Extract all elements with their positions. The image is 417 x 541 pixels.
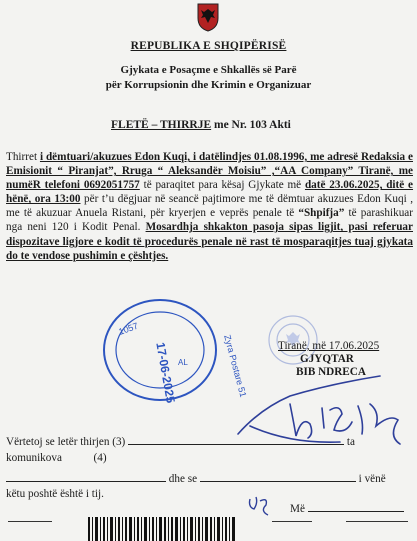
form-placed-label: i vënë <box>358 473 386 485</box>
stamp-text: Zyra Postare 51 <box>222 333 249 399</box>
bottom-line-right <box>346 521 408 522</box>
document-title <box>111 119 291 131</box>
body-intro: Thirret <box>6 151 40 163</box>
body-hearing-purpose: për t’u dëgjuar në seancë pajtimore me të dëmtuar akuzues Edon Kuqi , me të akuzuar Anuela Ristani, për kryerjen e veprës penale të <box>6 193 413 220</box>
bottom-line-mid <box>272 521 312 522</box>
document-type: FLETË – THIRRJE <box>111 119 212 131</box>
barcode <box>88 517 238 541</box>
form-line-2 <box>6 452 107 464</box>
place-date: Tiranë, më 17.06.2025 <box>278 340 380 352</box>
judge-role: GJYQTAR <box>300 353 354 365</box>
document-number: me Nr. 103 Akti <box>214 119 291 131</box>
post-office-stamp <box>98 295 249 405</box>
stamp-date: 17-06-2025 <box>153 341 178 405</box>
form-blank-2[interactable] <box>6 470 166 482</box>
court-name-line2: për Korrupsionin dhe Krimin e Organizuar <box>105 79 312 91</box>
court-name-line1: Gjykata e Posaçme e Shkallës së Parë <box>120 64 297 76</box>
form-certify-label: Vërtetoj se letër thirjen (3) <box>6 436 126 448</box>
form-blank-1[interactable] <box>128 433 344 445</box>
form-communicated-label: komunikova <box>6 452 62 464</box>
albania-emblem-icon <box>196 2 220 32</box>
form-number-4: (4) <box>93 452 107 464</box>
form-and-that-label: dhe se <box>168 473 198 485</box>
bottom-line-left <box>8 521 52 522</box>
form-line-5 <box>290 500 404 515</box>
form-line1-end: ta <box>346 436 355 448</box>
form-blank-date[interactable] <box>308 500 404 512</box>
body-legal-basis: të parashikuar nga neni 120 i Kodit Penal. <box>6 207 413 234</box>
body-hearing-date: datë 23.06.2025, ditë e hënë, ora 13:00 <box>6 179 414 206</box>
form-date-label: Më <box>290 503 305 515</box>
form-below-label: këtu poshtë është i tij. <box>6 488 104 500</box>
body-appear-text: të paraqitet para kësaj Gjykate më <box>139 179 305 192</box>
form-line-3 <box>6 470 386 485</box>
svg-text:AL: AL <box>178 358 188 367</box>
body-offense: “Shpifja” <box>298 207 345 220</box>
summons-body <box>6 150 413 263</box>
body-person-details: i dëmtuari/akuzues Edon Kuqi, i datëlindjes 01.08.1996, me adresë Redaksia e Emisionit “ Piranjat”, Rruga “ Aleksandër Moisiu” ,“AA Company” Tiranë, me numëR telefoni 0692051757 <box>6 151 413 192</box>
form-blank-3[interactable] <box>200 470 356 482</box>
judge-name: BIB NDRECA <box>296 366 366 378</box>
form-line-1 <box>6 433 355 448</box>
svg-text:1057: 1057 <box>117 320 140 337</box>
body-warning: Mosardhja shkakton pasoja sipas ligjit, pasi referuar dispozitave ligjore e kodit të procedurës penale në rast të mosparaqitjes tuaj gjykata do te vendose pushimin e çështjes. <box>6 221 413 262</box>
handwritten-initials <box>246 493 276 519</box>
form-line-4 <box>6 488 104 500</box>
republic-heading: REPUBLIKA E SHQIPËRISË <box>130 40 287 52</box>
